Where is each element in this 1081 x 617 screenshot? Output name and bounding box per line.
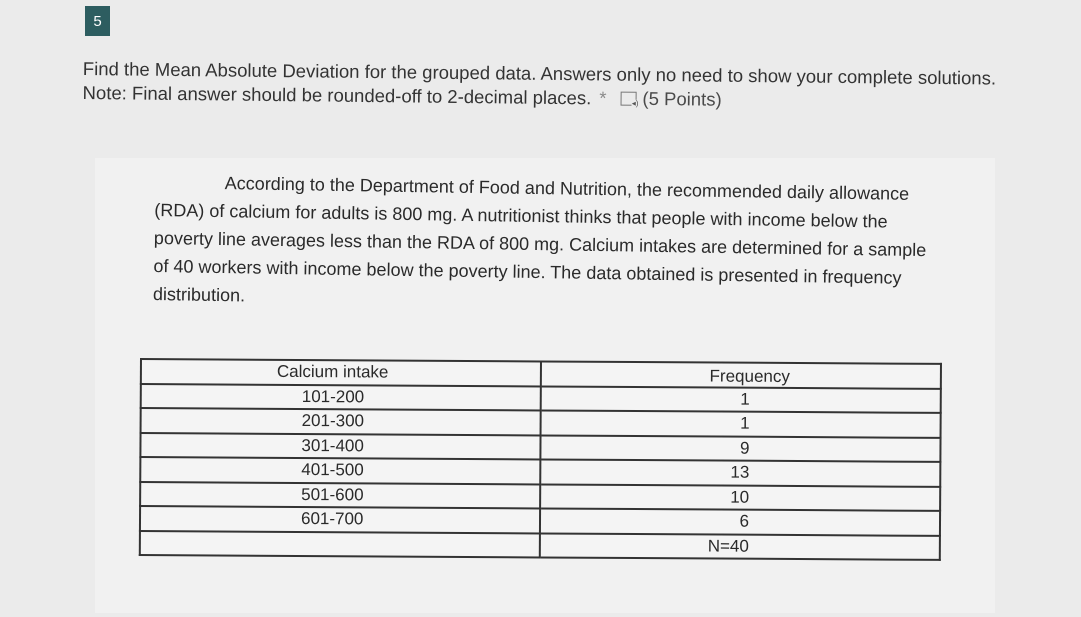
class-interval-cell: 601-700	[140, 506, 540, 533]
question-text	[82, 57, 1022, 115]
required-marker: *	[599, 87, 607, 109]
frequency-cell: 6	[540, 508, 940, 535]
frequency-cell: 13	[540, 459, 940, 486]
header-calcium-intake: Calcium intake	[141, 359, 541, 386]
frequency-cell: 9	[540, 435, 940, 462]
total-label-cell	[140, 531, 540, 558]
problem-passage	[153, 168, 945, 320]
question-points: (5 Points)	[642, 87, 722, 110]
frequency-cell: 1	[541, 386, 941, 413]
class-interval-cell: 301-400	[140, 433, 540, 460]
class-interval-cell: 501-600	[140, 482, 540, 509]
frequency-table	[139, 358, 942, 561]
class-interval-cell: 101-200	[141, 384, 541, 411]
frequency-cell: 10	[540, 484, 940, 511]
header-frequency: Frequency	[541, 361, 941, 388]
problem-passage-text: According to the Department of Food and Nutrition, the recommended daily allowance (RDA) of calcium for adults is 800 mg. A nutritionist thinks that people with income below the poverty line averages less than the RDA of 800 mg. Calcium intakes are determined for a sample of 40 workers with income below the poverty line. The data obtained is presented in frequency distribution.	[152, 173, 927, 306]
immersive-reader-icon[interactable]: ◂)	[620, 92, 636, 106]
total-frequency-cell: N=40	[540, 533, 940, 560]
class-interval-cell: 401-500	[140, 457, 540, 484]
question-prompt: Find the Mean Absolute Deviation for the grouped data. Answers only no need to show your complete solutions. Note: Final answer should be rounded-off to 2-decimal places.	[82, 57, 997, 109]
table-total-row	[140, 531, 940, 560]
frequency-cell: 1	[541, 410, 941, 437]
class-interval-cell: 201-300	[141, 408, 541, 435]
question-number-badge: 5	[85, 6, 110, 36]
